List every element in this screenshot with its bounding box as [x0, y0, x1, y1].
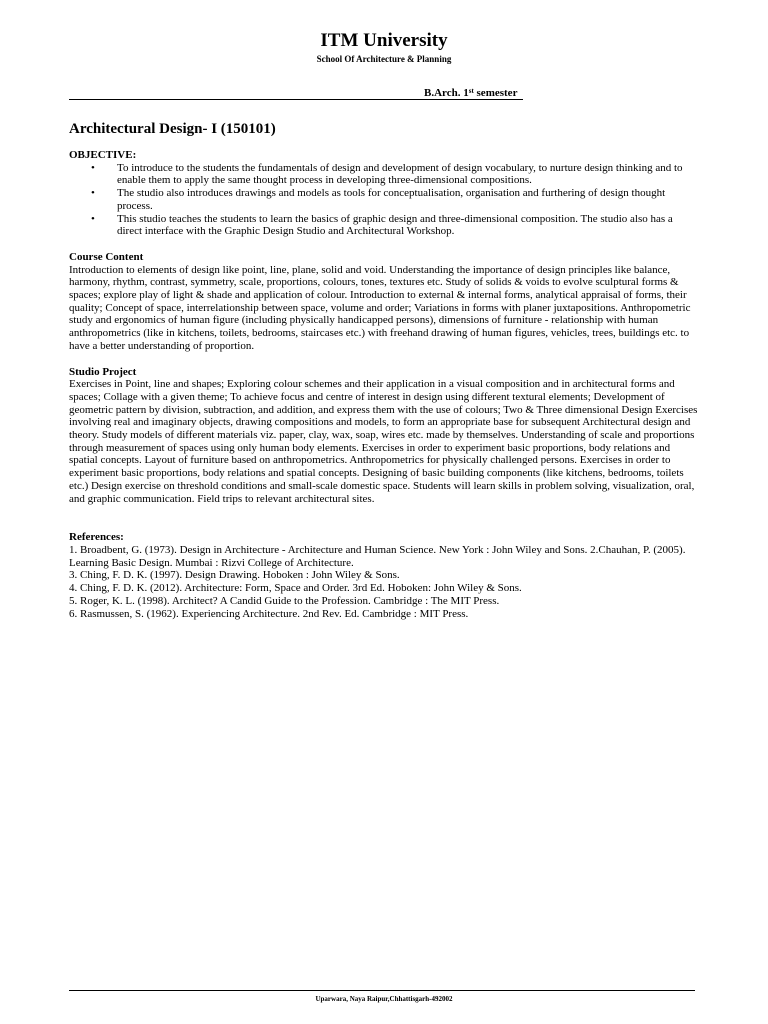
reference-item: 4. Ching, F. D. K. (2012). Architecture: Form, Space and Order. 3rd Ed. Hoboken: John Wiley & Sons.: [69, 582, 522, 595]
studio-project-heading: Studio Project: [69, 365, 137, 378]
main-content: [69, 149, 699, 620]
reference-item: 6. Rasmussen, S. (1962). Experiencing Architecture. 2nd Rev. Ed. Cambridge : MIT Press.: [69, 607, 469, 620]
section-spacer: [69, 505, 699, 531]
reference-item: 1. Broadbent, G. (1973). Design in Architecture - Architecture and Human Science. New York : John Wiley and Sons. 2.Chauhan, P. (2005). Learning Basic Design. Mumbai : Rizvi College of Architecture.: [69, 543, 686, 569]
bullet-icon: •: [91, 187, 95, 200]
semester-prefix: B.Arch. 1: [424, 87, 469, 99]
footer-rule: [69, 990, 695, 991]
studio-project-text: Exercises in Point, line and shapes; Exploring colour schemes and their application in a visual composition and in architectural forms and spaces; Collage with a given theme; To achieve focus and centre of interest in design using different textural elements; Development of geometric pattern by division, subtraction, and addition, and express them with the use of colours; Two & Three dimensional Design Exercises involving real and imaginary objects, drawing compositions and models, to form an appropriate base for subsequent Architectural design and theory. Study models of different materials viz. paper, clay, wax, soap, wires etc. made by themselves. Understanding of scale and proportions through measurement of spaces using only human body elements. Exercises in order to experiment basic proportions, body relations and spatial concepts. Layout of furniture based on anthropometrics. Anthropometrics for physically challenged persons. Exercises in order to experiment basic proportions, body relations and spatial concepts. Designing of basic building components (like kitchens, bedrooms, toilets etc.) Design exercise on threshold conditions and small-scale domestic space. Students will learn skills in problem solving, visualization, oral, and graphic communication. Field trips to relevant architectural sites.: [69, 378, 698, 505]
school-name: School Of Architecture & Planning: [316, 54, 452, 64]
objective-text: To introduce to the students the fundamentals of design and development of design vocabulary, to nurture design thinking and to enable them to apply the same thought process in developing three-dimensional compositions.: [117, 161, 683, 187]
course-content-heading: Course Content: [69, 250, 144, 263]
reference-item: 5. Roger, K. L. (1998). Architect? A Candid Guide to the Profession. Cambridge : The MIT Press.: [69, 594, 500, 607]
objective-item: [69, 213, 699, 238]
section-spacer: [69, 238, 699, 251]
semester-suffix: semester: [473, 87, 518, 99]
university-title: ITM University: [320, 30, 448, 51]
footer-address: Uparwara, Naya Raipur,Chhattisgarh-492002: [315, 995, 453, 1003]
semester-label: [424, 86, 517, 100]
references-heading: References:: [69, 531, 124, 544]
course-content-text: Introduction to elements of design like point, line, plane, solid and void. Understanding the importance of design principles like balance, harmony, rhythm, contrast, symmetry, scale, proportions, colours, tones, textures etc. Study of solids & voids to evolve sculptural forms & spaces; explore play of light & shade and application of colour. Introduction to external & internal forms, analytical appraisal of forms, their quality; Concept of space, interrelationship between space, volume and order; Variations in forms with planer juxtapositions. Anthropometric study and ergonomics of human figure (including physically handicapped persons), dimensions of furniture - relationship with human anthropometrics (like in kitchens, toilets, bedrooms, staircases etc.) with freehand drawing of human figures, vehicles, trees, buildings etc. to have a better understanding of proportion.: [69, 263, 691, 352]
reference-item: 3. Ching, F. D. K. (1997). Design Drawing. Hoboken : John Wiley & Sons.: [69, 569, 400, 582]
header-rule: [69, 99, 523, 100]
objective-heading: OBJECTIVE:: [69, 149, 137, 161]
objective-list: [69, 162, 699, 238]
section-spacer: [69, 353, 699, 366]
bullet-icon: •: [91, 161, 95, 174]
objective-text: The studio also introduces drawings and models as tools for conceptualisation, organisation and furthering of design thought process.: [117, 187, 666, 212]
course-title: Architectural Design- I (150101): [69, 121, 276, 137]
semester-superscript: st: [468, 87, 474, 95]
bullet-icon: •: [91, 212, 95, 225]
objective-item: [69, 187, 699, 212]
objective-text: This studio teaches the students to learn the basics of graphic design and three-dimensional composition. The studio also has a direct interface with the Graphic Design Studio and Architectural Workshop.: [117, 212, 673, 238]
objective-item: [69, 162, 699, 187]
